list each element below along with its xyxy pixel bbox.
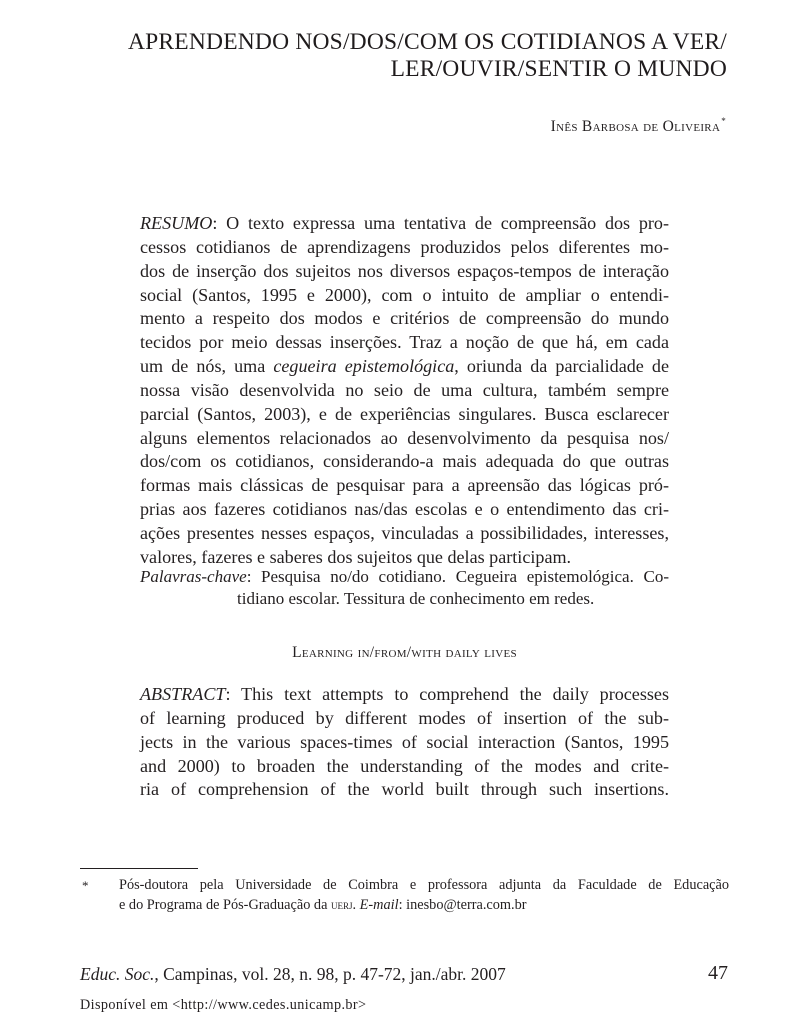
article-title (87, 29, 727, 83)
resumo-label-colon: : (212, 213, 218, 233)
resumo-line: valores, fazeres e saberes dos sujeitos que delas participam. (140, 546, 572, 567)
resumo-line: tecidos por meio dessas inserções. Traz a noção de que há, em cada (140, 332, 669, 353)
resumo-line: nossa visão desenvolvida no seio de uma cultura, também sempre (140, 379, 669, 400)
abstract-text: This text attempts to comprehend the daily processes (230, 684, 669, 704)
page-number: 47 (708, 962, 728, 984)
email-address: : inesbo@terra.com.br (398, 897, 527, 913)
abstract-label: ABSTRACT (140, 684, 226, 704)
keywords-text: Pesquisa no/do cotidiano. Cegueira epistemológica. Co- (251, 567, 669, 586)
resumo-line: alguns elementos relacionados ao desenvolvimento da pesquisa nos/ (140, 427, 669, 448)
resumo-line: dos/com os cotidianos, considerando-a mais adequada do que outras (140, 451, 669, 472)
resumo-line (140, 355, 669, 379)
footnote-divider (80, 868, 198, 869)
abstract-paragraph (140, 683, 669, 802)
english-title: Learning in/from/with daily lives (292, 644, 517, 661)
journal-citation (80, 964, 506, 985)
title-line-2: LER/OUVIR/SENTIR O MUNDO (390, 56, 727, 82)
footnote-marker: * (82, 878, 89, 893)
resumo-line: prias aos fazeres cotidianos nas/das escolas e o entendimento das cri- (140, 499, 669, 520)
keywords-label: Palavras-chave (140, 567, 247, 586)
footnote-text (119, 876, 729, 915)
journal-name: Educ. Soc. (80, 964, 155, 984)
keywords-line: tidiano escolar. Tessitura de conhecimento em redes. (237, 589, 595, 608)
footnote-line: Pós-doutora pela Universidade de Coimbra e professora adjunta da Faculdade de Educação (119, 877, 729, 893)
abstract-line: and 2000) to broaden the understanding of the modes and crite- (140, 755, 669, 776)
keywords-block (140, 566, 669, 610)
resumo-line: cessos cotidianos de aprendizagens produzidos pelos diferentes mo- (140, 236, 669, 257)
resumo-line (140, 212, 669, 236)
email-label: E-mail (359, 897, 399, 913)
resumo-line: mento a respeito dos modos e critérios de compreensão do mundo (140, 308, 669, 329)
author-name (551, 116, 726, 136)
abstract-line: ria of comprehension of the world built through such insertions. (140, 779, 669, 800)
footnote-line (119, 895, 729, 915)
keywords-label-colon: : (246, 567, 252, 586)
resumo-label: RESUMO (140, 213, 213, 233)
author-footnote-marker: * (721, 116, 726, 126)
resumo-paragraph (140, 212, 669, 570)
citation-details: , Campinas, vol. 28, n. 98, p. 47-72, jan./abr. 2007 (154, 964, 506, 984)
keywords-line (140, 566, 669, 588)
institution-acronym: uerj (331, 897, 353, 912)
abstract-line (140, 683, 669, 707)
resumo-line: social (Santos, 1995 e 2000), com o intuito de ampliar o entendi- (140, 284, 669, 305)
footnote-text-part: . (352, 897, 360, 913)
resumo-line: ações presentes nesses espaços, vinculadas a possibilidades, interesses, (140, 522, 669, 543)
availability-link[interactable]: Disponível em <http://www.cedes.unicamp.br> (80, 997, 367, 1013)
resumo-text: O texto expressa uma tentativa de compreensão dos pro- (217, 213, 669, 233)
resumo-line: parcial (Santos, 2003), e de experiências singulares. Busca esclarecer (140, 403, 669, 424)
resumo-line: formas mais clássicas de pesquisar para a apreensão das lógicas pró- (140, 475, 669, 496)
abstract-line: of learning produced by different modes of insertion of the sub- (140, 707, 669, 728)
footnote-text-part: e do Programa de Pós-Graduação da (119, 897, 331, 913)
title-line-1: APRENDENDO NOS/DOS/COM OS COTIDIANOS A VER/ (127, 29, 727, 55)
abstract-label-colon: : (225, 684, 231, 704)
resumo-line: dos de inserção dos sujeitos nos diversos espaços-tempos de interação (140, 260, 669, 281)
resumo-text: um de nós, uma (140, 356, 274, 377)
abstract-line: jects in the various spaces-times of social interaction (Santos, 1995 (140, 731, 669, 752)
resumo-text: , oriunda da parcialidade de (454, 356, 669, 377)
resumo-italic-term: cegueira epistemológica (273, 356, 455, 377)
author-text: Inês Barbosa de Oliveira (550, 118, 721, 135)
